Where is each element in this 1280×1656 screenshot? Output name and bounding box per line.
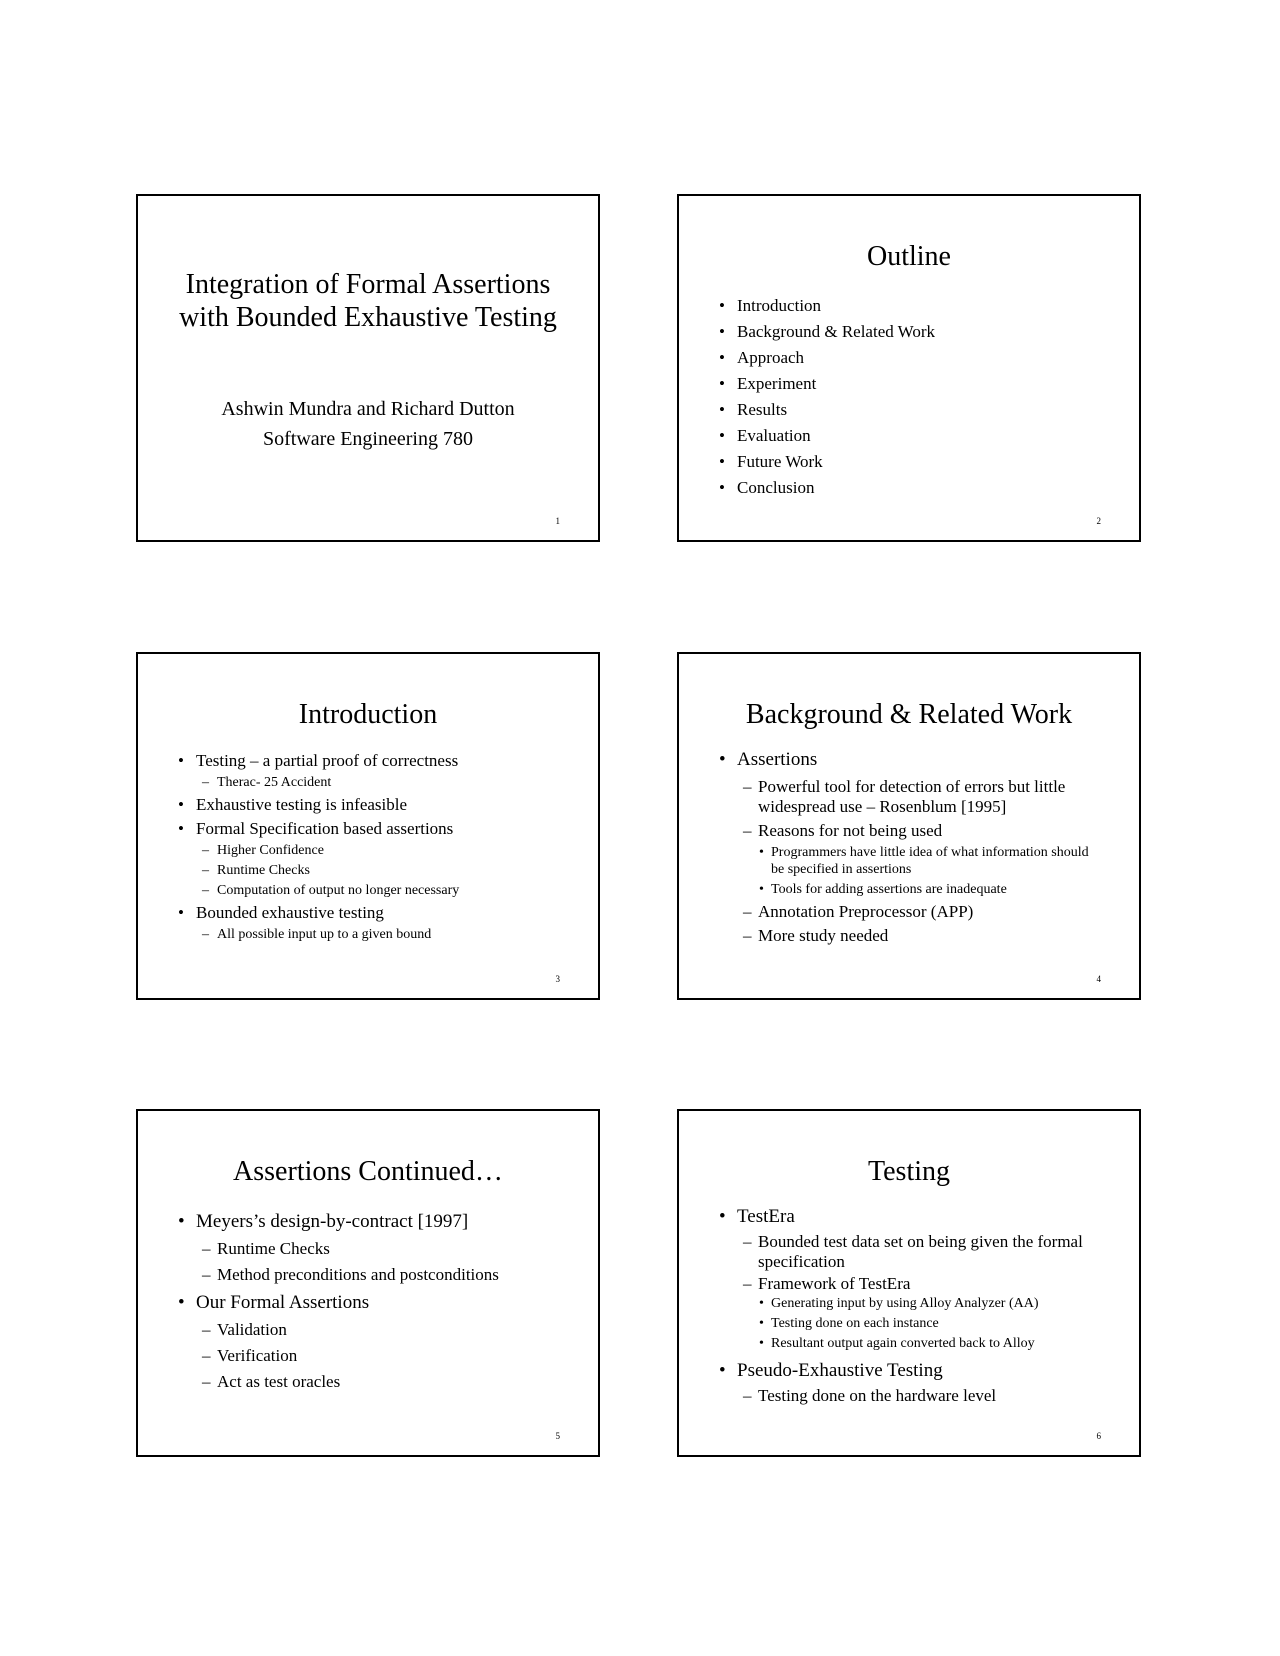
bullet-list: [176, 749, 598, 945]
slide-1: [136, 194, 600, 542]
slide-number: 1: [555, 516, 560, 526]
list-item: • Programmers have little idea of what information should be specified in assertions: [759, 844, 1139, 878]
list-item: – Annotation Preprocessor (APP): [737, 902, 1139, 922]
list-item: – All possible input up to a given bound: [196, 925, 598, 945]
list-item: – Bounded test data set on being given the formal specification: [737, 1232, 1139, 1272]
slide-number: 6: [1096, 1431, 1101, 1441]
slide-4: [677, 652, 1141, 1000]
slide-number: 5: [555, 1431, 560, 1441]
slide-title: Testing: [867, 1156, 951, 1187]
list-item: – Method preconditions and postconditions: [196, 1262, 598, 1288]
list-item: • Bounded exhaustive testing: [176, 901, 598, 925]
list-item: • Exhaustive testing is infeasible: [176, 793, 598, 817]
list-item: • Formal Specification based assertions: [176, 817, 598, 841]
slide-title: Introduction: [298, 699, 438, 730]
list-item: • Resultant output again converted back to Alloy: [759, 1334, 1139, 1354]
outline-list: [717, 293, 1139, 501]
list-item: • Testing done on each instance: [759, 1314, 1139, 1334]
bullet-list: [176, 1207, 598, 1395]
list-item: • Results: [717, 397, 1139, 423]
list-item: – Act as test oracles: [196, 1369, 598, 1395]
authors: Ashwin Mundra and Richard Dutton: [221, 398, 515, 420]
slide-3: [136, 652, 600, 1000]
slide-title: Background & Related Work: [745, 699, 1073, 730]
list-item: • Introduction: [717, 293, 1139, 319]
bullet-list: [717, 1204, 1139, 1406]
course: Software Engineering 780: [263, 428, 473, 450]
slide-number: 3: [555, 974, 560, 984]
list-item: • Background & Related Work: [717, 319, 1139, 345]
list-item: • Tools for adding assertions are inadequate: [759, 881, 1139, 898]
list-item: – Therac- 25 Accident: [196, 773, 598, 793]
list-item: • TestEra: [717, 1204, 1139, 1230]
list-item: – Runtime Checks: [196, 861, 598, 881]
slide-title: Integration of Formal Assertions with Bounded Exhaustive Testing: [179, 269, 557, 333]
list-item: • Pseudo-Exhaustive Testing: [717, 1358, 1139, 1384]
list-item: • Testing – a partial proof of correctness: [176, 749, 598, 773]
list-item: – Reasons for not being used: [737, 821, 1139, 841]
bullet-list: [717, 747, 1139, 946]
list-item: – Testing done on the hardware level: [737, 1386, 1139, 1406]
list-item: – Verification: [196, 1343, 598, 1369]
slide-number: 4: [1096, 974, 1101, 984]
list-item: – Computation of output no longer necessary: [196, 881, 598, 901]
list-item: • Conclusion: [717, 475, 1139, 501]
slide-5: [136, 1109, 600, 1457]
list-item: – Higher Confidence: [196, 841, 598, 861]
slide-title: Outline: [867, 241, 951, 272]
list-item: – Framework of TestEra: [737, 1274, 1139, 1294]
slide-6: [677, 1109, 1141, 1457]
slide-number: 2: [1096, 516, 1101, 526]
list-item: • Evaluation: [717, 423, 1139, 449]
list-item: • Future Work: [717, 449, 1139, 475]
slide-2: [677, 194, 1141, 542]
list-item: • Assertions: [717, 747, 1139, 773]
list-item: – Runtime Checks: [196, 1236, 598, 1262]
list-item: – More study needed: [737, 926, 1139, 946]
list-item: – Powerful tool for detection of errors but little widespread use – Rosenblum [1995]: [737, 777, 1139, 817]
slide-title: Assertions Continued…: [233, 1156, 503, 1187]
list-item: • Generating input by using Alloy Analyzer (AA): [759, 1294, 1139, 1314]
list-item: • Experiment: [717, 371, 1139, 397]
list-item: • Our Formal Assertions: [176, 1288, 598, 1317]
list-item: • Approach: [717, 345, 1139, 371]
slide-subtitle: [138, 394, 598, 454]
list-item: – Validation: [196, 1317, 598, 1343]
list-item: • Meyers’s design-by-contract [1997]: [176, 1207, 598, 1236]
